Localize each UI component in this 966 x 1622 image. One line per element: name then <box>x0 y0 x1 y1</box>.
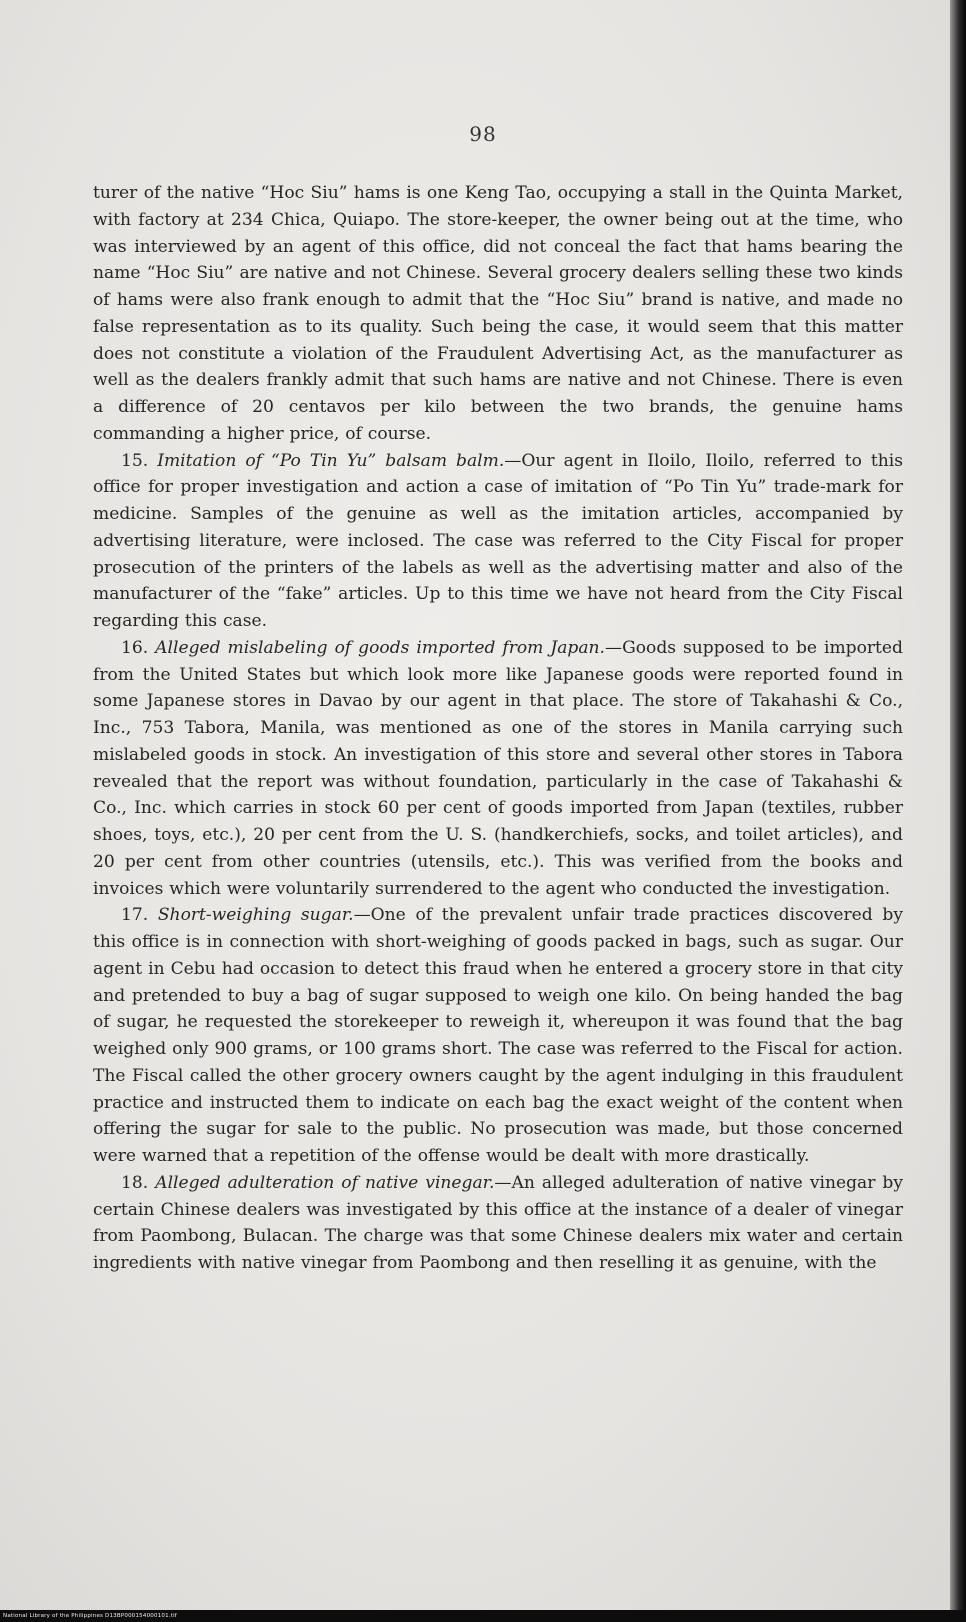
item-heading: Alleged adulteration of native vinegar. <box>155 1172 495 1193</box>
paragraph-text: turer of the native “Hoc Siu” hams is one Keng Tao, occupying a stall in the Quinta Market, with factory at 234 Chica, Quiapo. The store-keeper, the owner being out at the time, who was interviewed by an agent of this office, did not conceal the fact that hams bearing the name “Hoc Siu” are native and not Chinese. Several grocery dealers selling these two kinds of hams were also frank enough to admit that the “Hoc Siu” brand is native, and made no false representation as to its quality. Such being the case, it would seem that this matter does not constitute a violation of the Fraudulent Advertising Act, as the manufacturer as well as the dealers frankly admit that such hams are native and not Chinese. There is even a difference of 20 centavos per kilo between the two brands, the genuine hams commanding a higher price, of course. <box>93 183 903 444</box>
paragraph-text: —Our agent in Iloilo, Iloilo, referred to this office for proper investigation and action a case of imitation of “Po Tin Yu” trade-mark for medicine. Samples of the genuine as well as the imitation articles, accompanied by advertising literature, were inclosed. The case was referred to the City Fiscal for proper prosecution of the printers of the labels as well as the advertising matter and also of the manufacturer of the “fake” articles. Up to this time we have not heard from the City Fiscal regarding this case. <box>93 450 904 631</box>
item-number: 18. <box>121 1172 149 1193</box>
item-number: 17. <box>121 905 149 926</box>
paragraph-continuation <box>93 180 903 448</box>
paragraph-item-17 <box>93 902 903 1170</box>
paragraph-item-15 <box>93 448 903 635</box>
item-number: 15. <box>121 450 149 471</box>
paragraph-text: —One of the prevalent unfair trade practices discovered by this office is in connection with short-weighing of goods packed in bags, such as sugar. Our agent in Cebu had occasion to detect this fraud when he entered a grocery store in that city and pretended to buy a bag of sugar supposed to weigh one kilo. On being handed the bag of sugar, he requested the storekeeper to reweigh it, whereupon it was found that the bag weighed only 900 grams, or 100 grams short. The case was referred to the Fiscal for action. The Fiscal called the other grocery owners caught by the agent indulging in this fraudulent practice and instructed them to indicate on each bag the exact weight of the content when offering the sugar for sale to the public. No prosecution was made, but those concerned were warned that a repetition of the offense would be dealt with more drastically. <box>93 905 903 1166</box>
paragraph-item-16 <box>93 635 903 903</box>
item-number: 16. <box>121 637 149 658</box>
item-heading: Imitation of “Po Tin Yu” balsam balm. <box>157 450 505 471</box>
item-heading: Alleged mislabeling of goods imported from Japan. <box>155 637 605 658</box>
paragraph-text: —An alleged adulteration of native vinegar by certain Chinese dealers was investigated by this office at the instance of a dealer of vinegar from Paombong, Bulacan. The charge was that some Chinese dealers mix water and certain ingredients with native vinegar from Paombong and then reselling it as genuine, with the <box>93 1172 904 1273</box>
body-text <box>93 180 903 1277</box>
scan-edge-shadow <box>950 0 966 1622</box>
footer-caption: National Library of the Philippines D13BP000154000101.tif <box>3 1613 177 1619</box>
paragraph-text: —Goods supposed to be imported from the United States but which look more like Japanese goods were reported found in some Japanese stores in Davao by our agent in that place. The store of Takahashi & Co., Inc., 753 Tabora, Manila, was mentioned as one of the stores in Manila carrying such mislabeled goods in stock. An investigation of this store and several other stores in Tabora revealed that the report was without foundation, particularly in the case of Takahashi & Co., Inc. which carries in stock 60 per cent of goods imported from Japan (textiles, rubber shoes, toys, etc.), 20 per cent from the U. S. (handkerchiefs, socks, and toilet articles), and 20 per cent from other countries (utensils, etc.). This was verified from the books and invoices which were voluntarily surrendered to the agent who conducted the investigation. <box>93 637 903 899</box>
paragraph-item-18 <box>93 1170 903 1277</box>
item-heading: Short-weighing sugar. <box>157 905 354 926</box>
page-number: 98 <box>469 122 497 146</box>
